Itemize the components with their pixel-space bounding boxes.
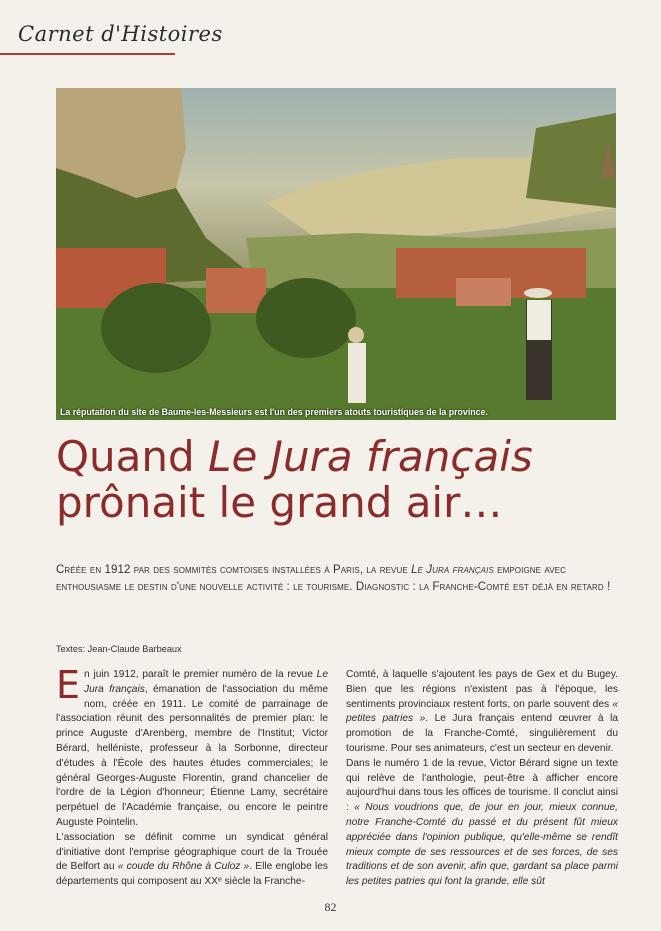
text-run: L'association se définit comme un syndicat général d'initiative dont l'emprise géographique court de la Trouée de Belfort au xyxy=(56,831,328,873)
text-run: . Elle englobe les départements qui composent au XXᵉ siècle la Franche- xyxy=(56,861,328,888)
body-column-left xyxy=(56,663,328,890)
photo-caption: La réputation du site de Baume-les-Messieurs est l'un des premiers atouts touristiques de la province. xyxy=(60,407,488,417)
body-paragraph xyxy=(56,663,328,831)
text-run: , émanation de l'association du même nom, créée en 1911. Le comité de parrainage de l'association réunit des personnalités de premier plan: le prince Auguste d'Arenberg, membre de l'Institut; Victor Bérard, helléniste, professeur à la Sorbonne, directeur d'études à l'École des hautes études commerciales; le général Georges-Auguste Florentin, grand chancelier de l'ordre de la Légion d'honneur; Étienne Lamy, secrétaire perpétuel de l'Académie française, ou encore le peintre Auguste Pointelin. xyxy=(56,683,328,828)
title-line-2: prônait le grand air… xyxy=(56,478,503,527)
body-column-right xyxy=(346,668,618,890)
text-run: n juin 1912, paraît le premier numéro de la revue xyxy=(84,669,317,680)
text-run: Dans le numéro 1 de la revue, Victor Bérard signe un texte qui relève de l'anthologie, peut-être à afficher encore aujourd'hui dans tous les offices de tourisme. Il conclut ainsi : xyxy=(346,757,618,814)
author-credit: Textes: Jean-Claude Barbeaux xyxy=(56,644,182,654)
lead-journal-name: Le Jura français xyxy=(411,564,494,576)
text-run-italic: « petites patries » xyxy=(346,698,618,725)
drop-cap: E xyxy=(56,663,81,707)
body-paragraph xyxy=(56,831,328,890)
title-journal-name: Le Jura français xyxy=(208,432,533,481)
lead-part-2: empoigne avec enthousiasme le destin d'une nouvelle activité : le tourisme. Diagnostic : la Franche-Comté est déjà en retard ! xyxy=(56,564,611,593)
article-photo xyxy=(56,88,616,420)
text-run: Comté, à laquelle s'ajoutent les pays de Gex et du Bugey. Bien que les régions n'existent pas à l'époque, les sentiments provinciaux restent forts, on parle souvent des xyxy=(346,669,618,710)
landscape-illustration xyxy=(56,88,616,420)
text-run-italic: Le Jura français xyxy=(84,669,328,695)
text-run-italic: « Nous voudrions que, de jour en jour, mieux connue, notre Franche-Comté du passé et du présent fût mieux appréciée dans l'opinion publique, qu'elle-même se rendît mieux compte de ses ressources et de ses forces, de ses traditions et de son avenir, afin que, gardant sa place parmi les petites patries qui font la grande, elle sût xyxy=(346,802,618,888)
title-part-1: Quand xyxy=(56,432,209,481)
body-paragraph xyxy=(346,668,618,757)
article-lead xyxy=(56,562,616,596)
section-title: Carnet d'Histoires xyxy=(18,22,223,46)
lead-part-1: Créée en 1912 par des sommités comtoises installées à Paris, la revue xyxy=(56,564,412,576)
page-number: 82 xyxy=(324,900,337,914)
body-paragraph xyxy=(346,757,618,890)
header-rule xyxy=(0,53,175,55)
text-run-italic: « coude du Rhône à Culoz » xyxy=(117,861,250,873)
text-run: . Le Jura français entend œuvrer à la promotion de la Franche-Comté, singulièrement du tourisme. Pour ses animateurs, c'est un secteur en devenir. xyxy=(346,713,619,754)
article-title xyxy=(56,434,533,526)
